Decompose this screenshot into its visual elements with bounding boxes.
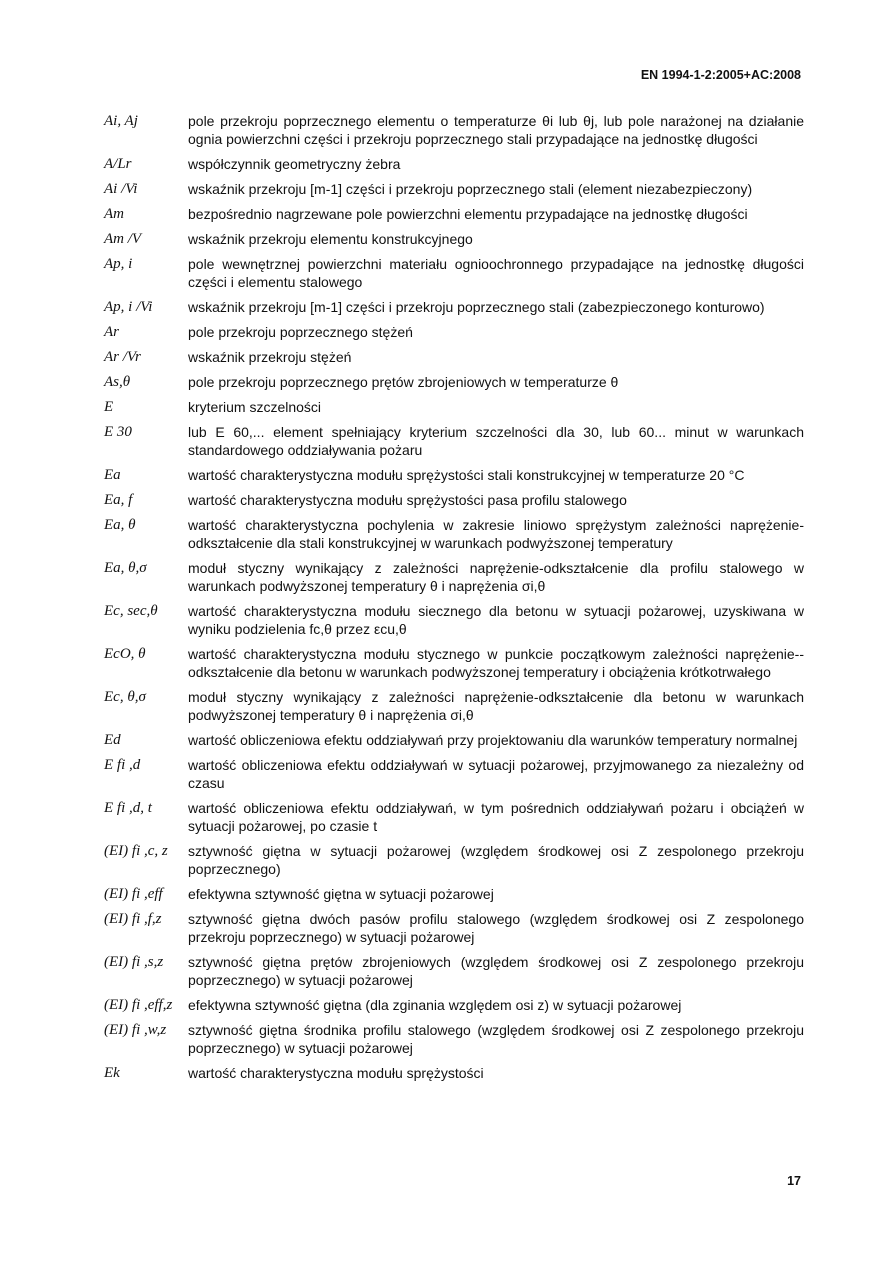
symbol: (EI) fi ,eff (104, 886, 163, 902)
symbol: Ap, i (104, 256, 133, 272)
definition: wartość charakterystyczna modułu siecznego dla betonu w sytuacji pożarowej, uzyskiwana w wyniku podzielenia fc,θ przez εcu,θ (188, 603, 804, 637)
definition: wartość charakterystyczna modułu sprężystości stali konstrukcyjnej w temperaturze 20 °C (188, 467, 745, 483)
list-item (104, 466, 804, 484)
list-item (104, 205, 804, 223)
list-item (104, 180, 804, 198)
symbol: Ek (104, 1065, 120, 1081)
definition: moduł styczny wynikający z zależności naprężenie-odkształcenie dla profilu stalowego w warunkach podwyższonej temperatury θ i naprężenia σi,θ (188, 560, 804, 594)
symbol: Ea, θ (104, 517, 136, 533)
symbol: E fi ,d (104, 757, 141, 773)
definition: wartość obliczeniowa efektu oddziaływań, w tym pośrednich oddziaływań pożaru i obciążeń w sytuacji pożarowej, po czasie t (188, 800, 804, 834)
list-item (104, 255, 804, 291)
symbol: E (104, 399, 114, 415)
symbol-definitions-list (104, 112, 804, 1089)
list-item (104, 799, 804, 835)
definition: wskaźnik przekroju elementu konstrukcyjnego (188, 231, 473, 247)
symbol: Ap, i /Vi (104, 299, 153, 315)
definition: wartość charakterystyczna modułu sprężystości (188, 1065, 484, 1081)
list-item (104, 731, 804, 749)
definition: wartość obliczeniowa efektu oddziaływań w sytuacji pożarowej, przyjmowanego za niezależny od czasu (188, 757, 804, 791)
list-item (104, 645, 804, 681)
symbol: Am (104, 206, 124, 222)
symbol: Ai, Aj (104, 113, 138, 129)
list-item (104, 348, 804, 366)
definition: pole przekroju poprzecznego elementu o temperaturze θi lub θj, lub pole narażonej na działanie ognia powierzchni części i przekroju poprzecznego stali przypadające na jednostkę długości (188, 113, 804, 147)
definition: wskaźnik przekroju [m-1] części i przekroju poprzecznego stali (element niezabezpieczony) (188, 181, 753, 197)
definition: wartość charakterystyczna modułu stycznego w punkcie początkowym zależności naprężenie--odkształcenie dla betonu w warunkach podwyższonej temperatury i obciążenia krótkotrwałego (188, 646, 804, 680)
list-item (104, 491, 804, 509)
symbol: A/Lr (104, 156, 132, 172)
definition: pole przekroju poprzecznego prętów zbrojeniowych w temperaturze θ (188, 374, 619, 390)
symbol: (EI) fi ,eff,z (104, 997, 173, 1013)
document-standard-header: EN 1994-1-2:2005+AC:2008 (640, 68, 801, 82)
symbol: Ea (104, 467, 121, 483)
definition: pole wewnętrznej powierzchni materiału ognioochronnego przypadające na jednostkę długości części i elementu stalowego (188, 256, 804, 290)
list-item (104, 756, 804, 792)
definition: pole przekroju poprzecznego stężeń (188, 324, 413, 340)
symbol: E fi ,d, t (104, 800, 152, 816)
definition: moduł styczny wynikający z zależności naprężenie-odkształcenie dla betonu w warunkach podwyższonej temperatury θ i naprężenia σi,θ (188, 689, 804, 723)
definition: współczynnik geometryczny żebra (188, 156, 401, 172)
definition: sztywność giętna dwóch pasów profilu stalowego (względem środkowej osi Z zespolonego przekroju poprzecznego) w sytuacji pożarowej (188, 911, 804, 945)
definition: kryterium szczelności (188, 399, 322, 415)
definition: efektywna sztywność giętna w sytuacji pożarowej (188, 886, 494, 902)
list-item (104, 230, 804, 248)
list-item (104, 423, 804, 459)
page-number: 17 (787, 1174, 801, 1188)
symbol: E 30 (104, 424, 132, 440)
definition: wskaźnik przekroju stężeń (188, 349, 352, 365)
list-item (104, 842, 804, 878)
symbol: EcO, θ (104, 646, 146, 662)
symbol: Ec, θ,σ (104, 689, 146, 705)
list-item (104, 602, 804, 638)
list-item (104, 516, 804, 552)
symbol: (EI) fi ,s,z (104, 954, 164, 970)
list-item (104, 1021, 804, 1057)
definition: sztywność giętna środnika profilu stalowego (względem środkowej osi Z zespolonego przekroju poprzecznego) w sytuacji pożarowej (188, 1022, 804, 1056)
list-item (104, 910, 804, 946)
list-item (104, 559, 804, 595)
list-item (104, 688, 804, 724)
symbol: (EI) fi ,c, z (104, 843, 168, 859)
list-item (104, 953, 804, 989)
symbol: As,θ (104, 374, 131, 390)
definition: wartość obliczeniowa efektu oddziaływań przy projektowaniu dla warunków temperatury normalnej (188, 732, 798, 748)
definition: wskaźnik przekroju [m-1] części i przekroju poprzecznego stali (zabezpieczonego konturowo) (188, 299, 765, 315)
symbol: Ea, f (104, 492, 133, 508)
symbol: (EI) fi ,w,z (104, 1022, 167, 1038)
list-item (104, 323, 804, 341)
definition: wartość charakterystyczna modułu sprężystości pasa profilu stalowego (188, 492, 627, 508)
symbol: Ec, sec,θ (104, 603, 158, 619)
list-item (104, 298, 804, 316)
symbol: Ar /Vr (104, 349, 141, 365)
symbol: Ai /Vi (104, 181, 138, 197)
symbol: Ar (104, 324, 119, 340)
definition: bezpośrednio nagrzewane pole powierzchni elementu przypadające na jednostkę długości (188, 206, 748, 222)
list-item (104, 996, 804, 1014)
symbol: (EI) fi ,f,z (104, 911, 162, 927)
definition: lub E 60,... element spełniający kryterium szczelności dla 30, lub 60... minut w warunkach standardowego oddziaływania pożaru (188, 424, 804, 458)
symbol: Ea, θ,σ (104, 560, 147, 576)
definition: efektywna sztywność giętna (dla zginania względem osi z) w sytuacji pożarowej (188, 997, 682, 1013)
definition: wartość charakterystyczna pochylenia w zakresie liniowo sprężystym zależności naprężenie-odkształcenie dla stali konstrukcyjnej w warunkach podwyższonej temperatury (188, 517, 804, 551)
list-item (104, 398, 804, 416)
list-item (104, 1064, 804, 1082)
symbol: Am /V (104, 231, 142, 247)
list-item (104, 155, 804, 173)
list-item (104, 885, 804, 903)
symbol: Ed (104, 732, 121, 748)
definition: sztywność giętna w sytuacji pożarowej (względem środkowej osi Z zespolonego przekroju poprzecznego) (188, 843, 804, 877)
list-item (104, 112, 804, 148)
definition: sztywność giętna prętów zbrojeniowych (względem środkowej osi Z zespolonego przekroju poprzecznego) w sytuacji pożarowej (188, 954, 804, 988)
list-item (104, 373, 804, 391)
